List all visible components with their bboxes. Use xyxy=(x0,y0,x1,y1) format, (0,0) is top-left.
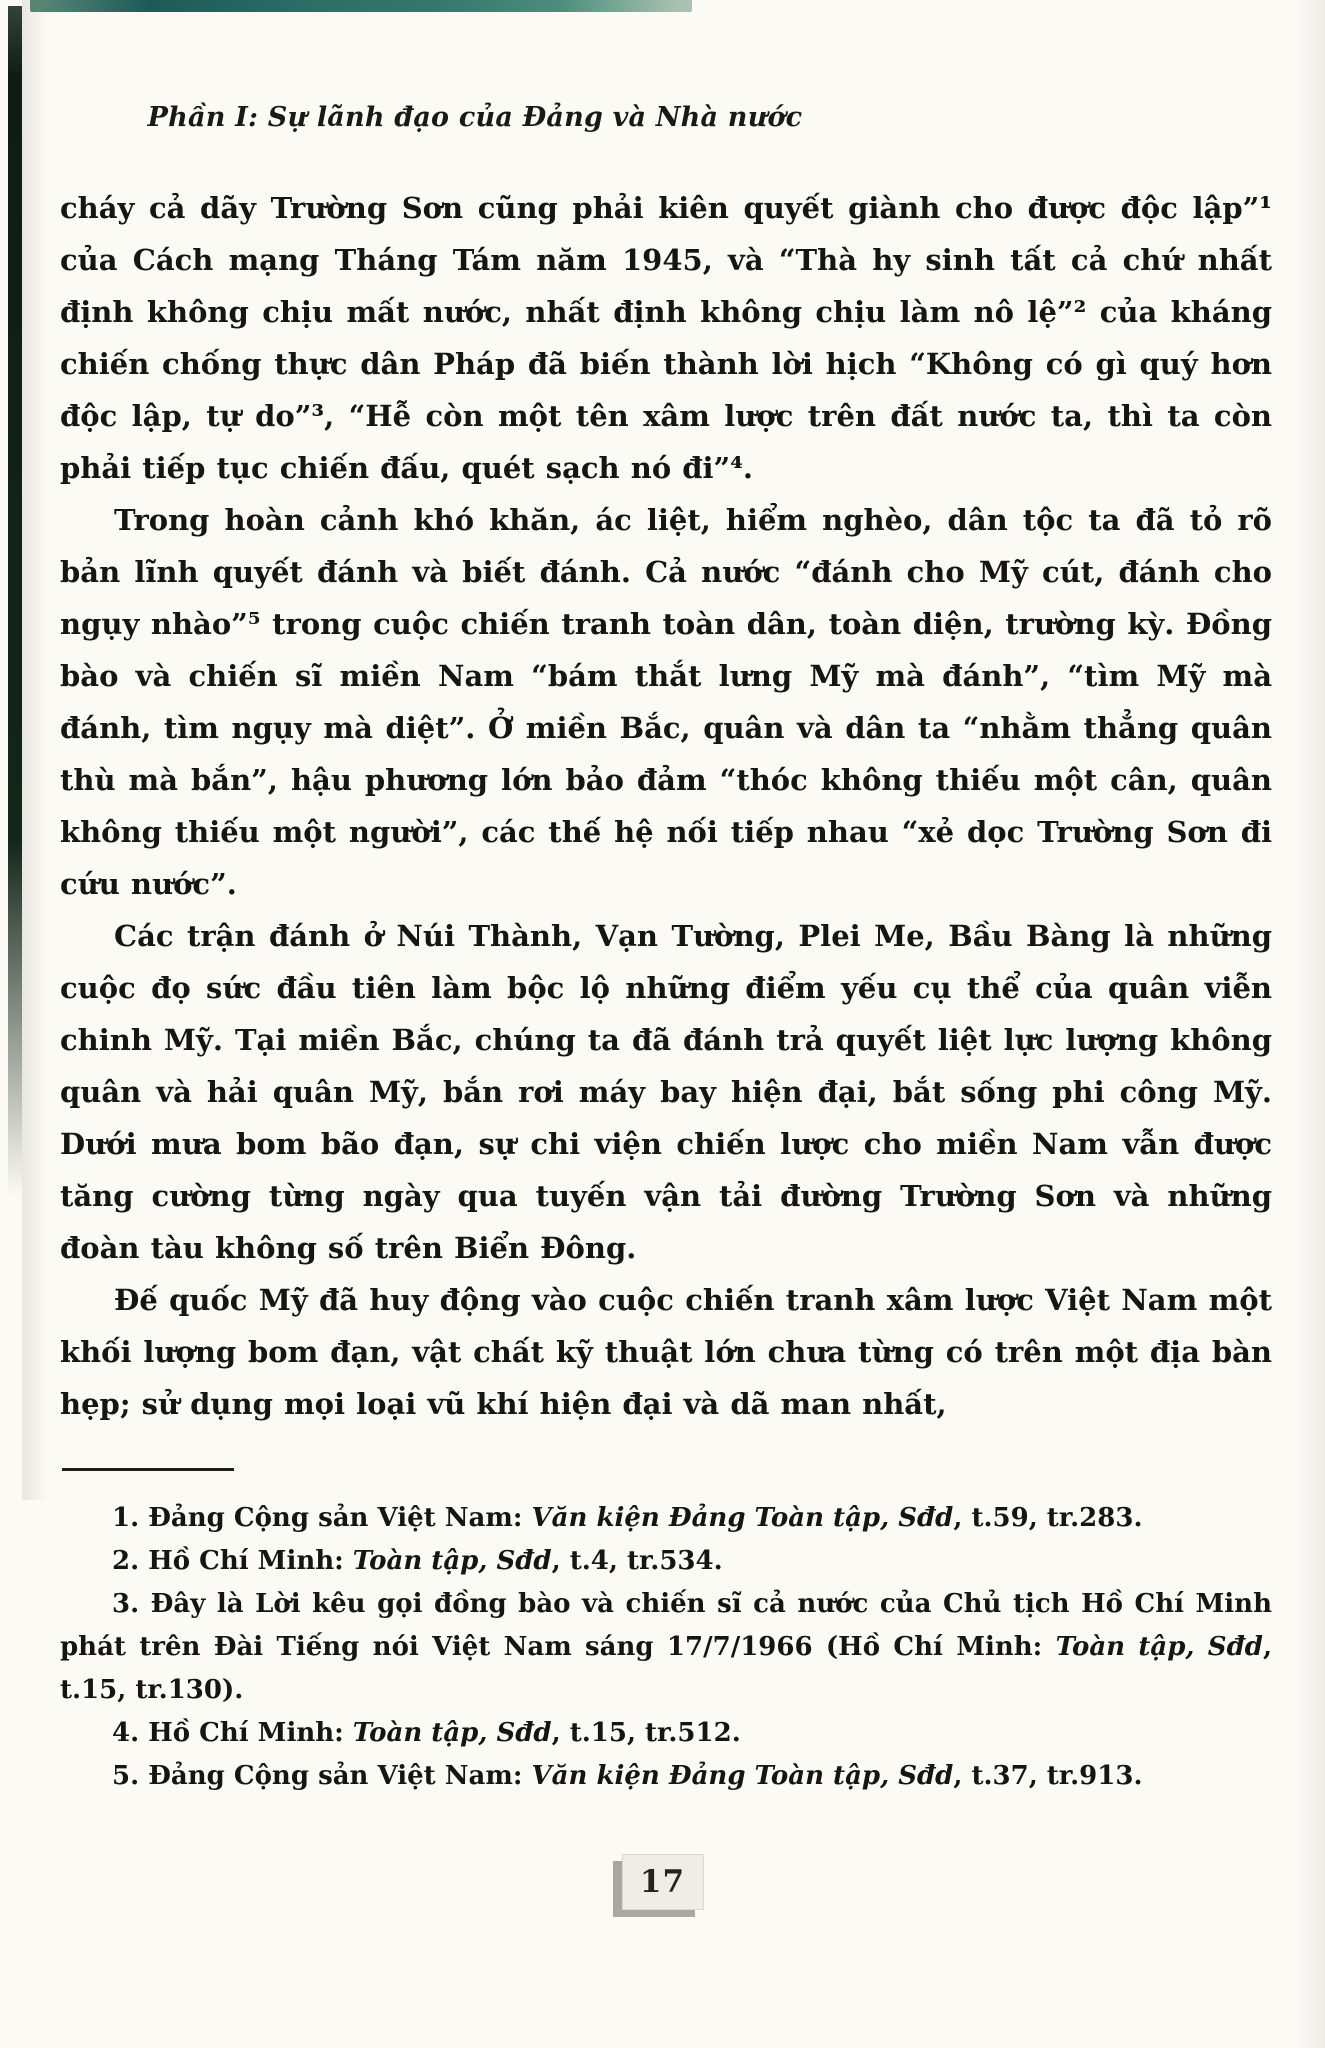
footnote-text: , t.15, tr.130). xyxy=(60,1632,1272,1705)
page-number: 17 xyxy=(639,1864,686,1900)
footnote-text: , t.59, tr.283. xyxy=(953,1503,1143,1533)
paragraph: cháy cả dãy Trường Sơn cũng phải kiên quyết giành cho được độc lập”¹ của Cách mạng Tháng Tám năm 1945, và “Thà hy sinh tất cả chứ nhất định không chịu mất nước, nhất định không chịu làm nô lệ”² của kháng chiến chống thực dân Pháp đã biến thành lời hịch “Không có gì quý hơn độc lập, tự do”³, “Hễ còn một tên xâm lược trên đất nước ta, thì ta còn phải tiếp tục chiến đấu, quét sạch nó đi”⁴. xyxy=(60,191,1272,485)
gutter-shadow xyxy=(22,0,48,1500)
paragraph: Các trận đánh ở Núi Thành, Vạn Tường, Plei Me, Bầu Bàng là những cuộc đọ sức đầu tiên làm bộc lộ những điểm yếu cụ thể của quân viễn chinh Mỹ. Tại miền Bắc, chúng ta đã đánh trả quyết liệt lực lượng không quân và hải quân Mỹ, bắn rơi máy bay hiện đại, bắt sống phi công Mỹ. Dưới mưa bom bão đạn, sự chi viện chiến lược cho miền Nam vẫn được tăng cường từng ngày qua tuyến vận tải đường Trường Sơn và những đoàn tàu không số trên Biển Đông. xyxy=(60,919,1272,1265)
footnote-separator xyxy=(62,1468,234,1471)
paragraph: Đế quốc Mỹ đã huy động vào cuộc chiến tranh xâm lược Việt Nam một khối lượng bom đạn, vật chất kỹ thuật lớn chưa từng có trên một địa bàn hẹp; sử dụng mọi loại vũ khí hiện đại và dã man nhất, xyxy=(60,1283,1272,1421)
footnote-text: , t.15, tr.512. xyxy=(551,1718,741,1748)
footnote-text: , t.37, tr.913. xyxy=(953,1761,1143,1791)
footnote xyxy=(60,1583,1272,1712)
running-header: Phần I: Sự lãnh đạo của Đảng và Nhà nước xyxy=(147,102,803,133)
footnote xyxy=(60,1712,1272,1755)
footnote xyxy=(60,1540,1272,1583)
page-number-box xyxy=(622,1854,704,1910)
body-text xyxy=(60,182,1272,1430)
footnote-text: 3. Đây là Lời kêu gọi đồng bào và chiến sĩ cả nước của Chủ tịch Hồ Chí Minh phát trên Đài Tiếng nói Việt Nam sáng 17/7/1966 (Hồ Chí Minh: xyxy=(60,1589,1272,1662)
footnote xyxy=(60,1497,1272,1540)
footnotes-list xyxy=(60,1497,1272,1798)
scan-left-edge xyxy=(8,6,22,1196)
footnote xyxy=(60,1755,1272,1798)
paragraph: Trong hoàn cảnh khó khăn, ác liệt, hiểm nghèo, dân tộc ta đã tỏ rõ bản lĩnh quyết đánh và biết đánh. Cả nước “đánh cho Mỹ cút, đánh cho ngụy nhào”⁵ trong cuộc chiến tranh toàn dân, toàn diện, trường kỳ. Đồng bào và chiến sĩ miền Nam “bám thắt lưng Mỹ mà đánh”, “tìm Mỹ mà đánh, tìm ngụy mà diệt”. Ở miền Bắc, quân và dân ta “nhằm thẳng quân thù mà bắn”, hậu phương lớn bảo đảm “thóc không thiếu một cân, quân không thiếu một người”, các thế hệ nối tiếp nhau “xẻ dọc Trường Sơn đi cứu nước”. xyxy=(60,503,1272,901)
footnote-work-title: Văn kiện Đảng Toàn tập, Sđd xyxy=(531,1761,954,1791)
footnote-text: 4. Hồ Chí Minh: xyxy=(112,1718,353,1748)
footnote-text: 2. Hồ Chí Minh: xyxy=(112,1546,353,1576)
footnote-text: 1. Đảng Cộng sản Việt Nam: xyxy=(112,1503,532,1533)
footnote-work-title: Toàn tập, Sđd xyxy=(1055,1632,1263,1662)
footnote-work-title: Toàn tập, Sđd xyxy=(352,1546,552,1576)
footnote-text: 5. Đảng Cộng sản Việt Nam: xyxy=(112,1761,532,1791)
scan-top-edge xyxy=(30,0,692,12)
footnote-text: , t.4, tr.534. xyxy=(551,1546,723,1576)
footnote-work-title: Văn kiện Đảng Toàn tập, Sđd xyxy=(531,1503,954,1533)
footnote-work-title: Toàn tập, Sđd xyxy=(352,1718,552,1748)
